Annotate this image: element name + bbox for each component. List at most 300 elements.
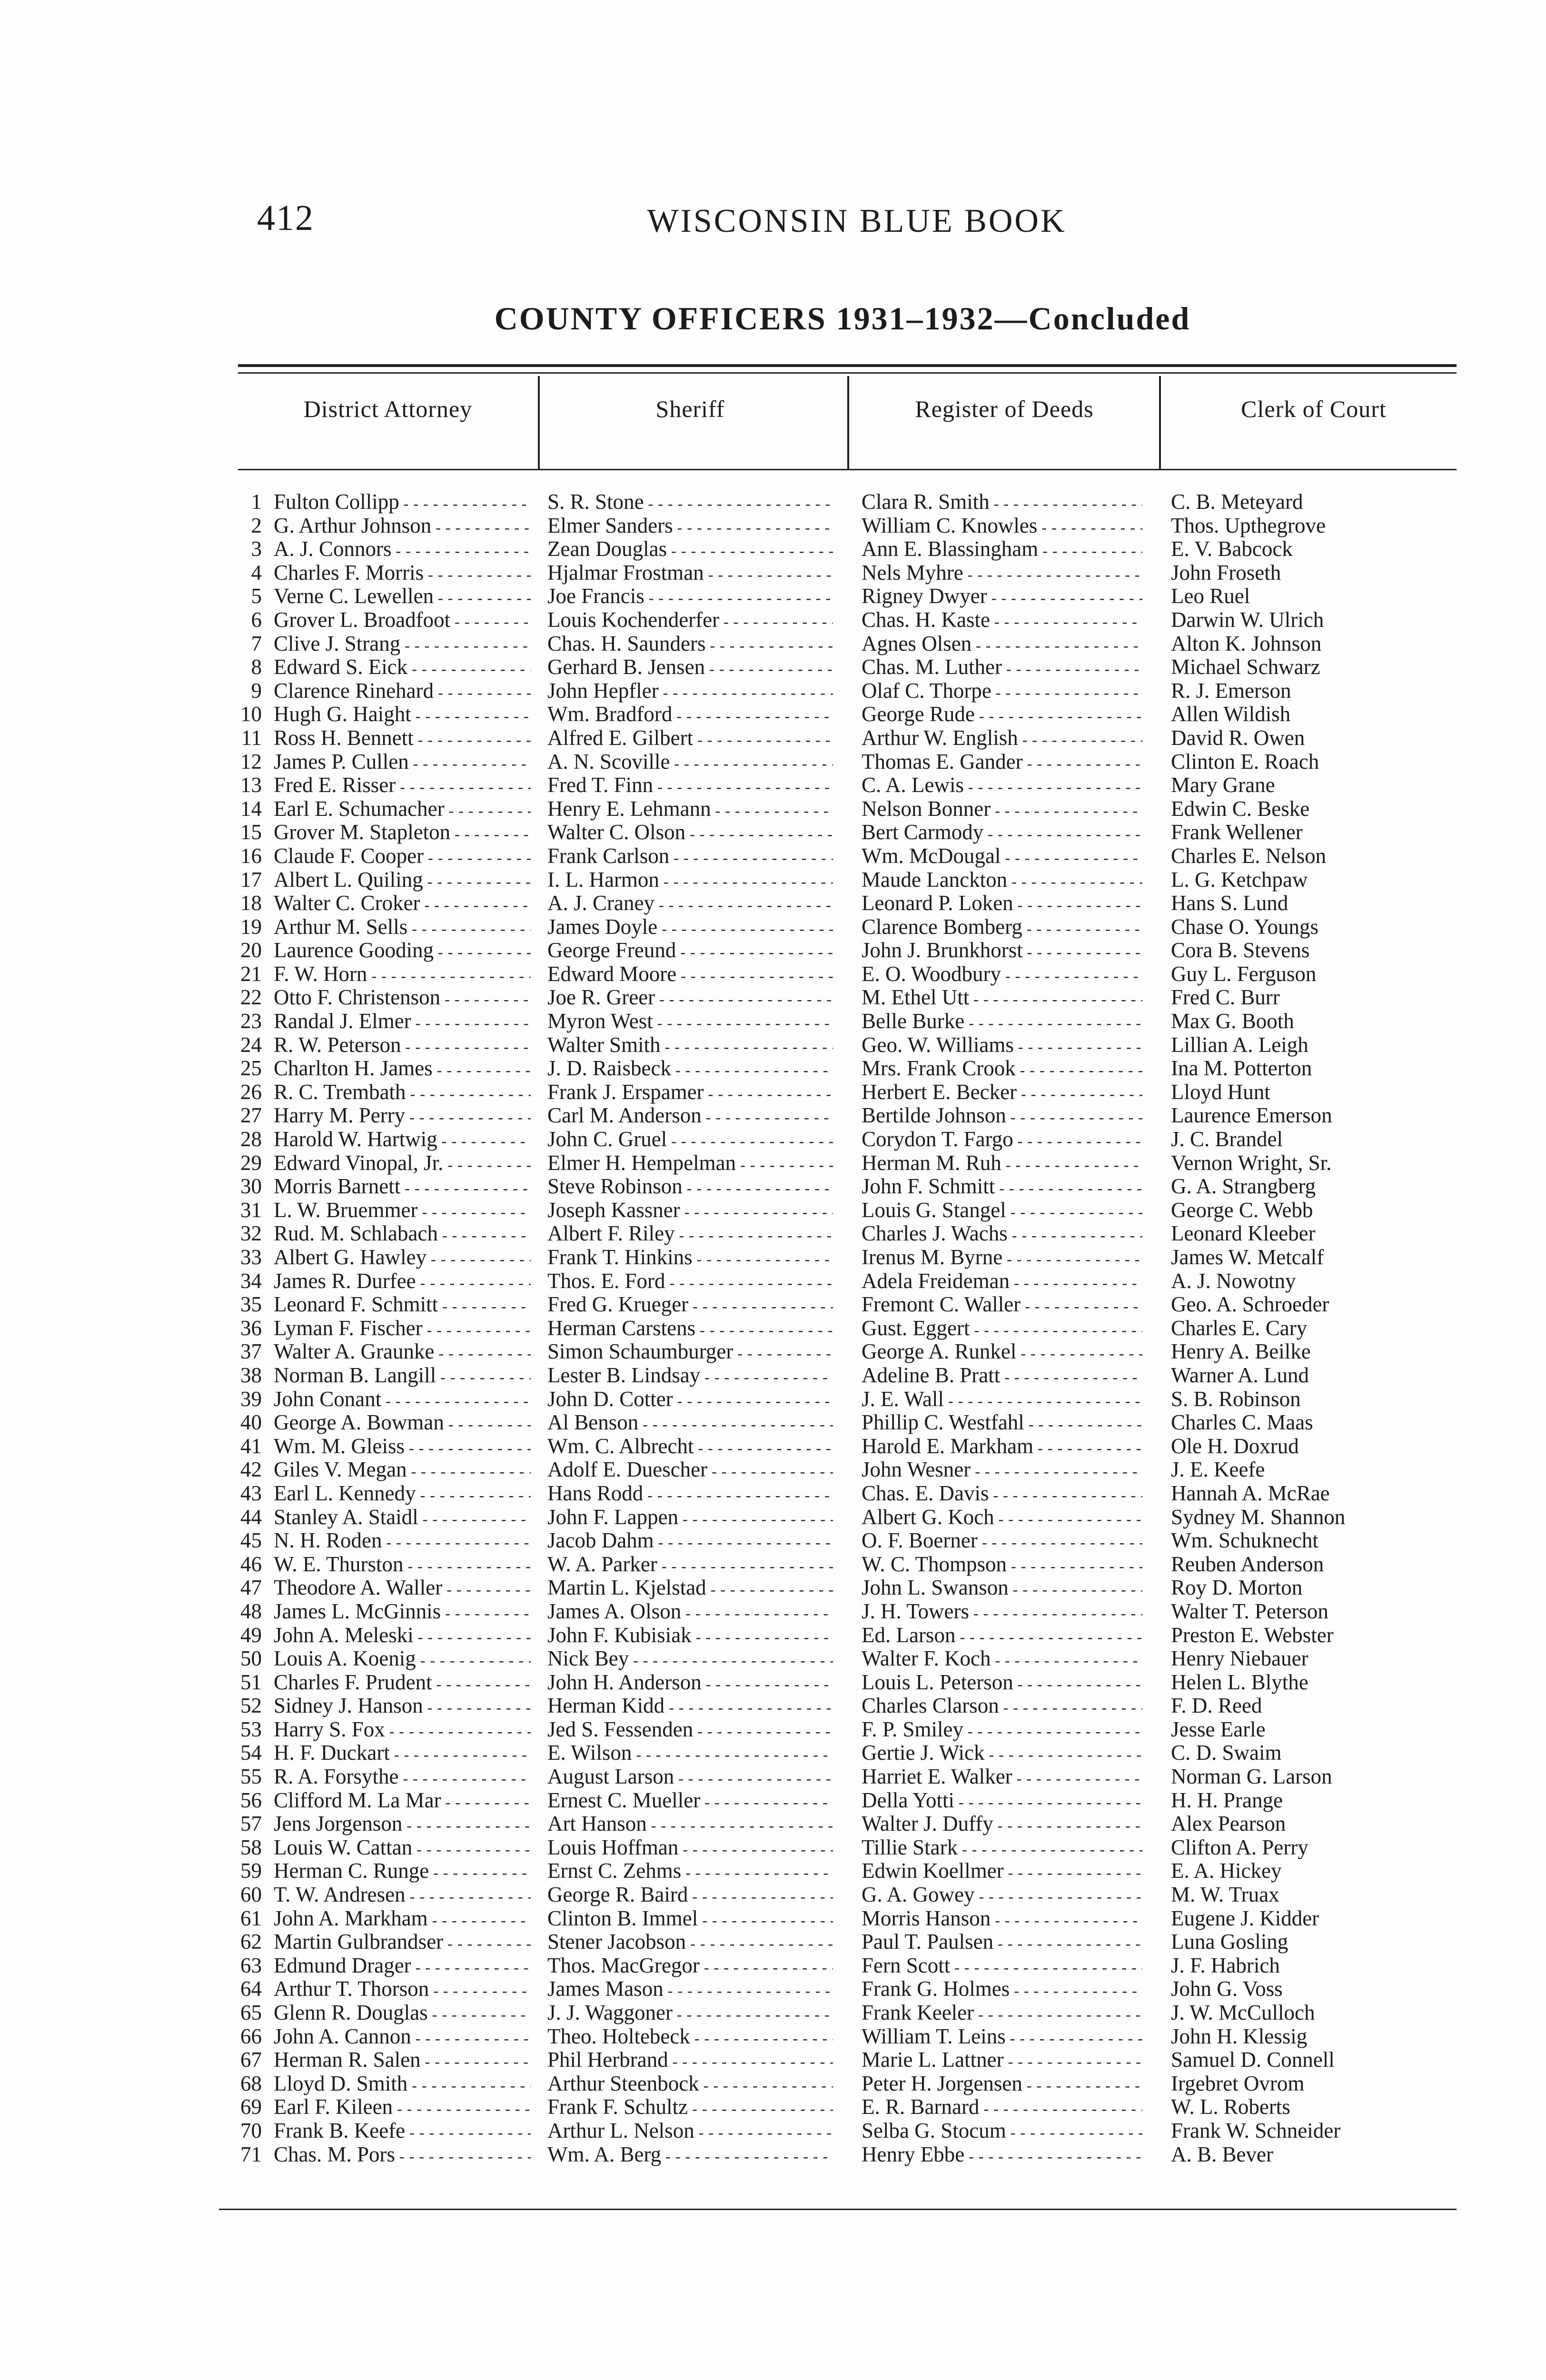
clerk-of-court-entry [1171,1883,1476,1907]
district-attorney-entry [274,1482,531,1506]
district-attorney-entry [274,1435,531,1458]
register-of-deeds-entry-text: J. E. Wall - - - [862,1388,1142,1411]
row-number-text: 28 [240,1127,262,1151]
register-of-deeds-entry-text: Nels Myhre - - - [862,561,1142,585]
register-of-deeds-entry [862,1081,1142,1104]
sheriff-entry-text: Chas. H. Saunders - - - [547,632,833,655]
district-attorney-entry [274,1718,531,1742]
district-attorney-entry-text: Harry S. Fox - - - [274,1718,531,1741]
row-number [209,1529,262,1553]
header-district-attorney: District Attorney [303,396,473,422]
row-number [209,1293,262,1317]
row-number-text: 57 [240,1812,262,1836]
sheriff-entry-text: John H. Anderson - - - [547,1671,833,1694]
sheriff-entry-text: Wm. A. Berg - - - [547,2143,833,2166]
district-attorney-entry-text: Charles F. Prudent - - - [274,1671,531,1694]
row-number [209,962,262,986]
register-of-deeds-entry-text: Marie L. Lattner - - - [862,2048,1142,2072]
district-attorney-entry-text: Clarence Rinehard - - - [274,679,531,703]
clerk-of-court-entry [1171,585,1476,608]
district-attorney-entry-text: Lyman F. Fischer - - - [274,1317,531,1340]
clerk-of-court-entry [1171,537,1476,561]
header-register-of-deeds: Register of Deeds [915,396,1094,422]
district-attorney-entry [274,679,531,703]
row-number [209,490,262,514]
clerk-of-court-entry [1171,1010,1476,1033]
register-of-deeds-entry-text: John L. Swanson - - - [862,1576,1142,1599]
register-of-deeds-entry [862,2119,1142,2143]
clerk-of-court-entry-text: Hannah A. McRae [1171,1481,1330,1505]
clerk-of-court-entry [1171,892,1476,915]
register-of-deeds-entry [862,703,1142,726]
sheriff-entry-text: Joe R. Greer - - - [547,986,833,1009]
district-attorney-entry [274,1694,531,1718]
register-of-deeds-entry [862,774,1142,797]
register-of-deeds-entry-text: Geo. W. Williams - - - [862,1033,1142,1057]
district-attorney-entry [274,1836,531,1860]
sheriff-entry-text: John Hepfler - - - [547,679,833,703]
row-number [209,1081,262,1104]
register-of-deeds-entry-text: J. H. Towers - - - [862,1600,1142,1623]
clerk-of-court-entry [1171,1482,1476,1506]
register-of-deeds-entry [862,1435,1142,1458]
clerk-of-court-entry [1171,1836,1476,1860]
sheriff-entry [547,1553,833,1577]
register-of-deeds-entry-text: Paul T. Paulsen - - - [862,1930,1142,1954]
clerk-of-court-entry [1171,561,1476,585]
district-attorney-entry-text: Ross H. Bennett - - - [274,726,531,750]
row-number [209,1128,262,1151]
clerk-of-court-entry [1171,821,1476,844]
register-of-deeds-entry [862,1057,1142,1081]
row-number [209,1907,262,1931]
district-attorney-entry-text: George A. Bowman - - - [274,1411,531,1434]
row-number [209,1340,262,1364]
row-number-text: 14 [240,796,262,821]
row-number-text: 37 [240,1339,262,1364]
district-attorney-entry-text: Sidney J. Hanson - - - [274,1694,531,1717]
register-of-deeds-entry [862,1954,1142,1978]
clerk-of-court-entry-text: Alex Pearson [1171,1812,1286,1836]
district-attorney-entry-text: G. Arthur Johnson - - - [274,514,531,537]
row-number-text: 67 [240,2048,262,2072]
row-number [209,679,262,703]
clerk-of-court-entry-text: Henry Niebauer [1171,1647,1308,1671]
register-of-deeds-entry [862,608,1142,632]
sheriff-entry-text: John C. Gruel - - - [547,1128,833,1151]
row-number [209,1317,262,1340]
register-of-deeds-entry [862,939,1142,962]
register-of-deeds-entry-text: Frank G. Holmes - - - [862,1977,1142,2001]
row-number-text: 27 [240,1103,262,1128]
register-of-deeds-entry-text: Herbert E. Becker - - - [862,1081,1142,1104]
sheriff-entry-text: James Doyle - - - [547,915,833,939]
row-number [209,1576,262,1600]
clerk-of-court-entry [1171,1340,1476,1364]
register-of-deeds-entry-text: Belle Burke - - - [862,1010,1142,1033]
register-of-deeds-entry [862,1765,1142,1789]
district-attorney-entry [274,1458,531,1482]
sheriff-entry-text: Simon Schaumburger - - - [547,1340,833,1363]
clerk-of-court-entry [1171,1317,1476,1340]
clerk-of-court-entry-text: E. V. Babcock [1171,537,1293,561]
district-attorney-entry [274,561,531,585]
register-of-deeds-entry-text: M. Ethel Utt - - - [862,986,1142,1009]
clerk-of-court-entry-text: Luna Gosling [1171,1930,1288,1954]
sheriff-entry-text: Myron West - - - [547,1010,833,1033]
sheriff-entry [547,844,833,868]
district-attorney-entry-text: Martin Gulbrandser - - - [274,1930,531,1954]
district-attorney-entry [274,1128,531,1151]
sheriff-entry-text: Edward Moore - - - [547,962,833,986]
district-attorney-entry [274,1647,531,1671]
sheriff-entry-text: J. J. Waggoner - - - [547,2001,833,2024]
sheriff-entry [547,1624,833,1647]
row-number [209,844,262,868]
clerk-of-court-entry [1171,1529,1476,1553]
district-attorney-entry [274,774,531,797]
sheriff-entry-text: Hans Rodd - - - [547,1482,833,1505]
register-of-deeds-entry-text: Corydon T. Fargo - - - [862,1128,1142,1151]
register-of-deeds-entry [862,986,1142,1010]
register-of-deeds-entry [862,1317,1142,1340]
clerk-of-court-entry [1171,939,1476,962]
row-number [209,1010,262,1033]
clerk-of-court-entry [1171,1930,1476,1954]
clerk-of-court-entry [1171,1033,1476,1057]
register-of-deeds-entry [862,1506,1142,1529]
row-number-text: 65 [240,2001,262,2024]
sheriff-entry [547,608,833,632]
district-attorney-entry [274,537,531,561]
clerk-of-court-entry-text: Henry A. Beilke [1171,1340,1311,1364]
register-of-deeds-entry-text: Rigney Dwyer - - - [862,585,1142,608]
row-number-text: 13 [240,773,262,797]
clerk-of-court-entry [1171,1364,1476,1388]
register-of-deeds-entry-text: Irenus M. Byrne - - - [862,1246,1142,1269]
row-number [209,2025,262,2049]
row-number [209,632,262,656]
sheriff-entry-text: W. A. Parker - - - [547,1553,833,1576]
row-number-text: 22 [240,985,262,1010]
district-attorney-entry [274,939,531,962]
sheriff-entry [547,1741,833,1765]
register-of-deeds-entry-text: Tillie Stark - - - [862,1836,1142,1859]
register-of-deeds-entry [862,1907,1142,1931]
clerk-of-court-entry [1171,1293,1476,1317]
header-clerk-of-court: Clerk of Court [1241,396,1387,422]
row-number [209,1199,262,1222]
register-of-deeds-entry-text: Charles Clarson - - - [862,1694,1142,1717]
row-number-text: 11 [241,725,262,750]
sheriff-entry [547,774,833,797]
row-number-text: 42 [240,1458,262,1482]
clerk-of-court-entry-text: James W. Metcalf [1171,1246,1324,1269]
row-number-text: 3 [251,537,262,561]
sheriff-entry-text: Arthur L. Nelson - - - [547,2119,833,2142]
register-of-deeds-entry [862,2048,1142,2072]
register-of-deeds-entry-text: Harold E. Markham - - - [862,1435,1142,1458]
sheriff-entry-text: Joe Francis - - - [547,585,833,608]
clerk-of-court-entry-text: Samuel D. Connell [1171,2048,1335,2072]
clerk-of-court-entry-text: Charles E. Cary [1171,1316,1308,1340]
district-attorney-entry [274,915,531,939]
district-attorney-entry-text: Harold W. Hartwig - - - [274,1128,531,1151]
clerk-of-court-entry-text: A. J. Nowotny [1171,1269,1296,1293]
clerk-of-court-entry [1171,1199,1476,1222]
district-attorney-entry-text: Clifford M. La Mar - - - [274,1789,531,1812]
register-of-deeds-entry [862,632,1142,656]
sheriff-entry-text: Frank J. Erspamer - - - [547,1081,833,1104]
row-number-text: 60 [240,1883,262,1907]
row-number-text: 68 [240,2071,262,2095]
register-of-deeds-entry-text: Mrs. Frank Crook - - - [862,1057,1142,1080]
sheriff-entry [547,679,833,703]
district-attorney-entry [274,750,531,774]
district-attorney-entry [274,585,531,608]
register-of-deeds-entry [862,750,1142,774]
page-number: 412 [257,198,314,238]
register-of-deeds-entry-text: Morris Hanson - - - [862,1907,1142,1930]
register-of-deeds-entry-text: C. A. Lewis - - - [862,774,1142,797]
clerk-of-court-entry [1171,1411,1476,1435]
sheriff-entry [547,2095,833,2119]
row-number-text: 20 [240,938,262,962]
register-of-deeds-entry [862,1883,1142,1907]
sheriff-entry-text: J. D. Raisbeck - - - [547,1057,833,1080]
sheriff-entry [547,915,833,939]
clerk-of-court-entry-text: Allen Wildish [1171,703,1291,726]
clerk-of-court-entry-text: Frank W. Schneider [1171,2119,1341,2142]
clerk-of-court-entry-text: John H. Klessig [1171,2024,1308,2048]
section-title [238,300,1447,337]
district-attorney-entry-text: Otto F. Christenson - - - [274,986,531,1009]
row-number [209,1553,262,1577]
register-of-deeds-entry [862,1269,1142,1293]
district-attorney-entry [274,1576,531,1600]
register-of-deeds-entry-text: Chas. M. Luther - - - [862,655,1142,679]
clerk-of-court-entry [1171,2143,1476,2167]
row-number-text: 21 [240,962,262,986]
register-of-deeds-entry-text: Adela Freideman - - - [862,1269,1142,1293]
sheriff-entry [547,726,833,750]
row-number [209,1883,262,1907]
register-of-deeds-entry [862,514,1142,538]
register-of-deeds-entry [862,821,1142,844]
sheriff-entry-text: Nick Bey - - - [547,1647,833,1670]
sheriff-entry [547,1506,833,1529]
register-of-deeds-entry [862,1600,1142,1624]
register-of-deeds-entry [862,1930,1142,1954]
row-number-text: 29 [240,1150,262,1175]
sheriff-entry-text: Ernst C. Zehms - - - [547,1859,833,1883]
sheriff-entry-text: Louis Hoffman - - - [547,1836,833,1859]
district-attorney-entry [274,868,531,892]
district-attorney-entry-text: Albert L. Quiling - - - [274,868,531,892]
row-number-text: 2 [251,513,262,537]
sheriff-entry [547,1482,833,1506]
sheriff-entry [547,1010,833,1033]
clerk-of-court-entry-text: Edwin C. Beske [1171,797,1310,821]
clerk-of-court-entry-text: Roy D. Morton [1171,1576,1303,1600]
row-number [209,2119,262,2143]
register-of-deeds-entry-text: Thomas E. Gander - - - [862,750,1142,774]
sheriff-entry [547,1293,833,1317]
row-number-text: 8 [251,655,262,679]
clerk-of-court-entry [1171,915,1476,939]
clerk-of-court-entry [1171,655,1476,679]
row-number [209,2048,262,2072]
clerk-of-court-entry [1171,1128,1476,1151]
district-attorney-entry-text: Norman B. Langill - - - [274,1364,531,1387]
row-number-text: 56 [240,1788,262,1812]
district-attorney-entry [274,1269,531,1293]
sheriff-entry-text: Frank F. Schultz - - - [547,2095,833,2119]
sheriff-entry-text: Jacob Dahm - - - [547,1529,833,1552]
row-number [209,561,262,585]
register-of-deeds-entry [862,1977,1142,2001]
district-attorney-entry [274,1859,531,1883]
clerk-of-court-entry-text: Chase O. Youngs [1171,915,1319,939]
sheriff-entry-text: Louis Kochenderfer - - - [547,608,833,632]
district-attorney-entry-text: Stanley A. Staidl - - - [274,1506,531,1529]
row-number-text: 9 [251,678,262,703]
register-of-deeds-entry-text: Gertie J. Wick - - - [862,1741,1142,1765]
district-attorney-entry-text: Arthur T. Thorson - - - [274,1977,531,2001]
sheriff-entry [547,1364,833,1388]
row-number [209,1033,262,1057]
sheriff-entry [547,1765,833,1789]
district-attorney-entry-text: Rud. M. Schlabach - - - [274,1222,531,1245]
register-of-deeds-entry [862,679,1142,703]
sheriff-entry-text: Al Benson - - - [547,1411,833,1434]
clerk-of-court-entry-text: Guy L. Ferguson [1171,962,1317,986]
district-attorney-entry-text: Wm. M. Gleiss - - - [274,1435,531,1458]
register-of-deeds-entry-text: Nelson Bonner - - - [862,797,1142,821]
clerk-of-court-entry-text: Warner A. Lund [1171,1363,1309,1387]
clerk-of-court-entry-text: Charles E. Nelson [1171,844,1327,868]
register-of-deeds-entry [862,868,1142,892]
clerk-of-court-entry-text: Wm. Schuknecht [1171,1529,1318,1553]
sheriff-entry-text: Elmer H. Hempelman - - - [547,1151,833,1175]
sheriff-entry-text: Phil Herbrand - - - [547,2048,833,2072]
sheriff-entry [547,1718,833,1742]
clerk-of-court-entry [1171,1977,1476,2001]
register-of-deeds-entry [862,1812,1142,1836]
register-of-deeds-entry-text: Ed. Larson - - - [862,1624,1142,1647]
sheriff-entry [547,1694,833,1718]
sheriff-entry-text: Art Hanson - - - [547,1812,833,1835]
register-of-deeds-entry-text: Arthur W. English - - - [862,726,1142,750]
row-number-text: 26 [240,1080,262,1104]
row-number [209,1482,262,1506]
row-number-text: 50 [240,1646,262,1671]
clerk-of-court-entry-text: C. B. Meteyard [1171,490,1303,514]
sheriff-entry [547,1317,833,1340]
row-number [209,1057,262,1081]
sheriff-entry-text: Herman Kidd - - - [547,1694,833,1717]
clerk-of-court-entry-text: M. W. Truax [1171,1883,1279,1907]
register-of-deeds-entry-text: Albert G. Koch - - - [862,1506,1142,1529]
district-attorney-entry-text: Earl L. Kennedy - - - [274,1482,531,1505]
clerk-of-court-entry-text: J. E. Keefe [1171,1458,1265,1482]
district-attorney-entry-text: Fred E. Risser - - - [274,774,531,797]
section-title-text: COUNTY OFFICERS 1931–1932—Concluded [494,300,1191,337]
clerk-of-court-entry-text: Ina M. Potterton [1171,1057,1312,1081]
register-of-deeds-entry [862,1151,1142,1175]
row-number-text: 4 [251,560,262,585]
sheriff-entry [547,750,833,774]
sheriff-entry [547,1812,833,1836]
district-attorney-entry [274,892,531,915]
district-attorney-entry-text: John A. Cannon - - - [274,2025,531,2048]
register-of-deeds-entry [862,1671,1142,1695]
sheriff-entry-text: Wm. C. Albrecht - - - [547,1435,833,1458]
district-attorney-entry [274,1883,531,1907]
row-number [209,774,262,797]
row-number-text: 70 [240,2118,262,2142]
district-attorney-entry-text: Walter A. Graunke - - - [274,1340,531,1363]
row-number-text: 64 [240,1977,262,2001]
district-attorney-entry-text: Charles F. Morris - - - [274,561,531,585]
row-number-text: 43 [240,1481,262,1505]
row-number [209,1246,262,1269]
district-attorney-entry [274,608,531,632]
clerk-of-court-entry-text: Sydney M. Shannon [1171,1505,1346,1529]
sheriff-entry [547,1671,833,1695]
clerk-of-court-entry-text: Reuben Anderson [1171,1552,1324,1576]
bottom-rule [219,2209,1457,2210]
sheriff-entry [547,655,833,679]
clerk-of-court-entry [1171,1765,1476,1789]
row-number-text: 59 [240,1859,262,1883]
register-of-deeds-entry [862,1836,1142,1860]
district-attorney-entry-text: Grover L. Broadfoot - - - [274,608,531,632]
district-attorney-entry-text: Louis A. Koenig - - - [274,1647,531,1670]
district-attorney-entry [274,2072,531,2096]
row-number-text: 32 [240,1221,262,1246]
row-number [209,585,262,608]
sheriff-entry [547,1930,833,1954]
register-of-deeds-entry-text: John J. Brunkhorst - - - [862,939,1142,962]
register-of-deeds-entry-text: Agnes Olsen - - - [862,632,1142,655]
district-attorney-entry-text: Laurence Gooding - - - [274,939,531,962]
sheriff-entry-text: Thos. E. Ford - - - [547,1269,833,1293]
sheriff-entry [547,585,833,608]
district-attorney-entry-text: Morris Barnett - - - [274,1175,531,1198]
sheriff-entry-text: Gerhard B. Jensen - - - [547,655,833,679]
sheriff-entry [547,1269,833,1293]
row-number [209,1694,262,1718]
clerk-of-court-entry-text: Fred C. Burr [1171,986,1280,1010]
sheriff-entry-text: Theo. Holtebeck - - - [547,2025,833,2048]
register-of-deeds-entry-text: Della Yotti - - - [862,1789,1142,1812]
column-divider-2 [847,376,849,470]
clerk-of-court-entry [1171,1388,1476,1411]
row-number [209,1930,262,1954]
register-of-deeds-entry [862,1576,1142,1600]
district-attorney-entry-text: Edward S. Eick - - - [274,655,531,679]
register-of-deeds-entry-text: George A. Runkel - - - [862,1340,1142,1363]
sheriff-entry-text: Arthur Steenbock - - - [547,2072,833,2095]
district-attorney-column [274,490,531,2166]
register-of-deeds-entry [862,1529,1142,1553]
sheriff-entry-text: John D. Cotter - - - [547,1388,833,1411]
district-attorney-entry [274,1388,531,1411]
row-number [209,1741,262,1765]
row-number [209,892,262,915]
district-attorney-entry [274,632,531,656]
